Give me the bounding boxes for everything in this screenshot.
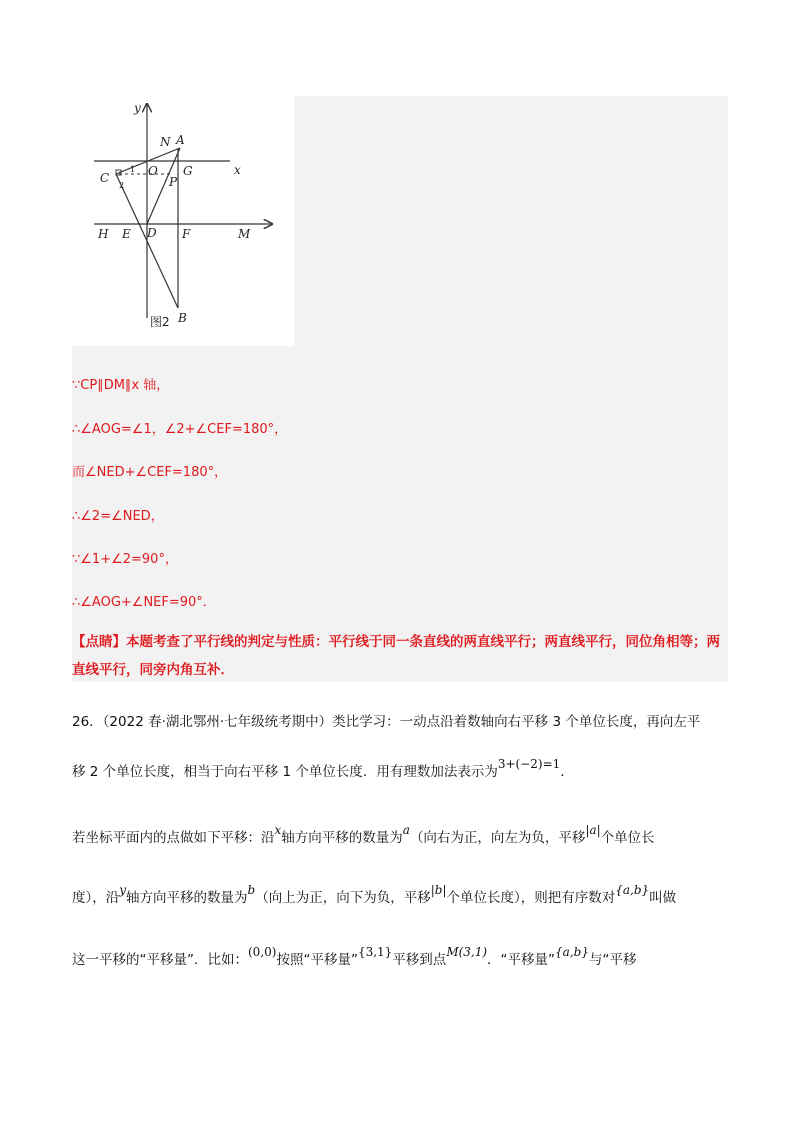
addition-expression: 3+(−2)=1 [497, 757, 561, 771]
problem-line-1: 26．（2022 春·湖北鄂州·七年级统考期中）类比学习：一动点沿着数轴向右平移 3 个单位长度，再向左平 [72, 714, 701, 730]
remark-tag: 【点睛】 [72, 634, 126, 650]
problem-line-5 [72, 945, 637, 968]
text-segment: 这一平移的“平移量”．比如： [72, 952, 248, 968]
label-d: D [147, 226, 157, 240]
text-segment: （向上为正，向下为负，平移 [255, 890, 431, 906]
translation-vector: {3,1} [357, 945, 393, 959]
solution-line-5: ∵∠1+∠2=90°， [72, 552, 178, 567]
problem-line-2 [72, 757, 574, 780]
text-segment: 轴方向平移的数量为 [281, 830, 403, 846]
problem-line-2-text: 移 2 个单位长度，相当于向右平移 1 个单位长度．用有理数加法表示为 [72, 764, 498, 780]
var-a: a [402, 823, 410, 837]
label-y: y [134, 101, 141, 115]
label-o: O [148, 164, 158, 178]
text-segment: ．“平移量” [487, 952, 556, 968]
text-segment: 叫做 [649, 890, 677, 906]
label-a: A [176, 133, 185, 147]
problem-line-4 [72, 883, 677, 906]
text-segment: （向右为正，向左为负，平移 [409, 830, 586, 846]
var-b: b [247, 883, 256, 897]
label-x: x [234, 163, 241, 177]
problem-line-2-end: ． [560, 764, 574, 780]
text-segment: 与“平移 [588, 952, 637, 968]
remark-text: 本题考查了平行线的判定与性质：平行线于同一条直线的两直线平行；两直线平行，同位角相等；两直线平行，同旁内角互补． [72, 634, 720, 678]
label-g: G [183, 164, 193, 178]
ordered-pair: {a,b} [555, 945, 589, 959]
text-segment: 按照“平移量” [276, 952, 358, 968]
label-b: B [178, 311, 187, 325]
label-angle-1: 1 [130, 165, 136, 174]
geometry-figure [72, 96, 294, 346]
solution-line-1: ∵CP∥DM∥x 轴， [72, 378, 170, 393]
text-segment: 个单位长度），则把有序数对 [446, 890, 616, 906]
point-m: M(3,1) [446, 945, 488, 959]
text-segment: 度），沿 [72, 890, 120, 906]
label-m: M [238, 227, 251, 241]
abs-b: |b| [430, 883, 447, 897]
label-n: N [160, 135, 171, 149]
solution-line-4: ∴∠2=∠NED， [72, 509, 164, 524]
text-segment: 轴方向平移的数量为 [126, 890, 248, 906]
label-p: P [169, 175, 178, 189]
ordered-pair: {a,b} [615, 883, 650, 897]
label-h: H [98, 227, 109, 241]
figure-caption: 图2 [150, 315, 170, 329]
label-c: C [100, 171, 110, 185]
label-e: E [122, 227, 131, 241]
var-y: y [119, 883, 127, 897]
solution-line-2: ∴∠AOG=∠1，∠2+∠CEF=180°， [72, 422, 288, 437]
remark-note [72, 628, 722, 684]
label-f: F [182, 227, 191, 241]
text-segment: 个单位长 [600, 830, 655, 846]
abs-a: |a| [585, 823, 601, 837]
problem-line-3 [72, 823, 655, 846]
solution-line-6: ∴∠AOG+∠NEF=90°． [72, 595, 216, 610]
solution-line-3: 而∠NED+∠CEF=180°， [72, 465, 228, 480]
origin-point: (0,0) [248, 945, 277, 959]
label-angle-2: 2 [119, 181, 125, 190]
text-segment: 平移到点 [392, 952, 447, 968]
var-x: x [274, 823, 282, 837]
text-segment: 若坐标平面内的点做如下平移：沿 [72, 830, 275, 846]
